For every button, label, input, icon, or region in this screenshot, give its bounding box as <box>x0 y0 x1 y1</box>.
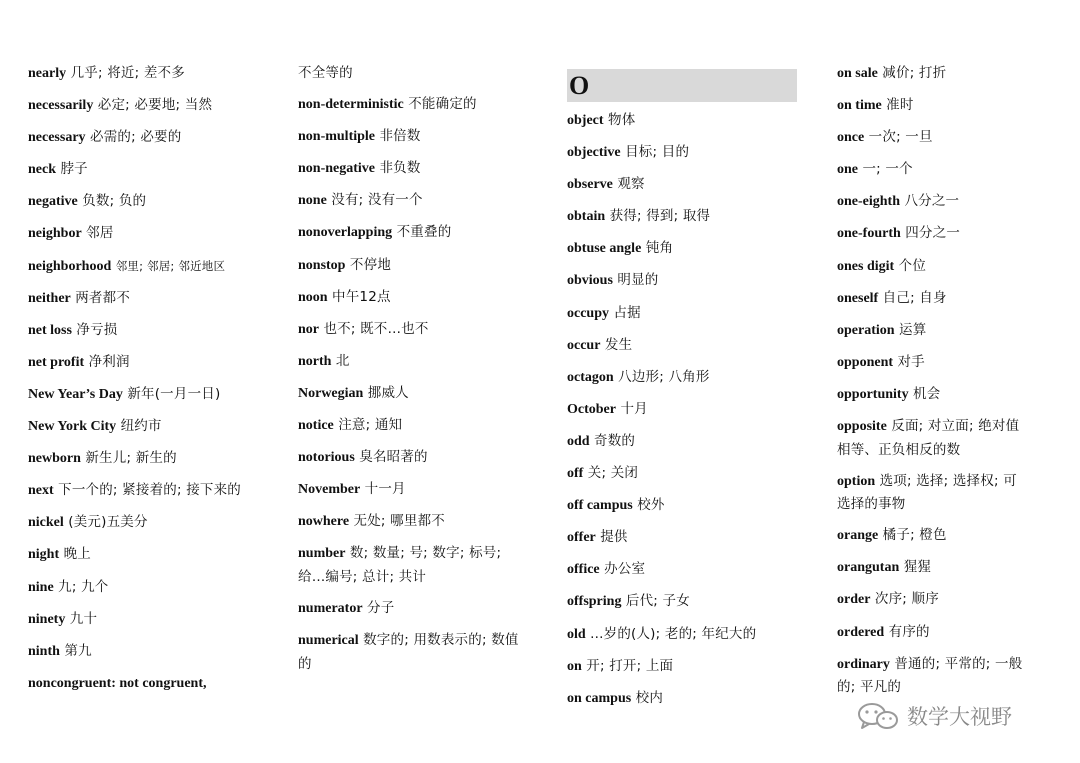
entry-word: occupy <box>567 305 609 321</box>
dictionary-entry <box>28 576 278 600</box>
dictionary-entry <box>837 621 1023 645</box>
dictionary-entry <box>28 640 278 664</box>
entry-word: octagon <box>567 369 614 385</box>
entry-word: neither <box>28 290 71 306</box>
entry-word: night <box>28 547 60 563</box>
dictionary-entry <box>837 383 1023 407</box>
entry-definition: 不重叠的 <box>396 224 452 241</box>
entry-word: net profit <box>28 354 85 370</box>
entry-definition: 九十 <box>69 610 98 627</box>
watermark <box>855 700 1055 732</box>
entry-definition: 负数; 负的 <box>82 193 147 210</box>
entry-word: necessary <box>28 130 86 146</box>
dictionary-entry <box>28 222 278 246</box>
entry-definition: 纽约市 <box>120 418 162 435</box>
entry-definition: 橘子; 橙色 <box>882 527 947 544</box>
entry-word: north <box>298 353 332 369</box>
entry-definition: 个位 <box>898 257 927 274</box>
entry-word: net loss <box>28 322 72 338</box>
entry-word: oneself <box>837 290 879 306</box>
entry-definition: 挪威人 <box>367 384 409 401</box>
entry-definition: 没有; 没有一个 <box>331 192 423 209</box>
letter-section-header: O <box>567 69 797 102</box>
dictionary-entry <box>28 190 278 214</box>
dictionary-entry <box>837 524 1023 548</box>
dictionary-entry <box>837 319 1023 343</box>
entry-definition: 获得; 得到; 取得 <box>609 208 711 225</box>
entry-word: negative <box>28 194 78 210</box>
entry-definition: 办公室 <box>604 561 646 578</box>
dictionary-entry <box>837 588 1023 612</box>
dictionary-entry <box>837 415 1023 461</box>
entry-word: nonstop <box>298 257 346 273</box>
entry-definition: 后代; 子女 <box>625 593 690 610</box>
dictionary-entry <box>28 511 278 535</box>
entry-word: numerator <box>298 601 363 616</box>
entry-definition: 非倍数 <box>379 128 421 145</box>
entry-definition: 非负数 <box>379 160 421 177</box>
entry-word: non-deterministic <box>298 97 404 113</box>
entry-word: none <box>298 193 327 209</box>
column-2 <box>298 62 520 684</box>
dictionary-entry <box>28 351 278 375</box>
entry-definition: 一; 一个 <box>862 161 913 178</box>
dictionary-entry <box>28 255 278 279</box>
dictionary-entry <box>298 446 520 470</box>
dictionary-entry <box>567 526 797 550</box>
entry-definition: 反面; 对立面; 绝对值相等、正负相反的数 <box>837 418 1020 458</box>
entry-word: notorious <box>298 450 355 466</box>
entry-word: operation <box>837 322 895 338</box>
dictionary-entry <box>28 415 278 439</box>
dictionary-entry <box>298 350 520 374</box>
dictionary-entry <box>837 351 1023 375</box>
dictionary-entry <box>298 414 520 438</box>
entry-definition: (美元)五美分 <box>68 514 148 531</box>
entry-definition: 不停地 <box>349 256 392 273</box>
entry-definition: 分子 <box>367 600 395 616</box>
entry-definition: 目标; 目的 <box>625 144 690 161</box>
entry-definition: 自己; 自身 <box>882 289 947 306</box>
entry-word: ones digit <box>837 258 895 274</box>
entry-definition: 净利润 <box>88 353 130 370</box>
entry-definition: 准时 <box>886 97 914 114</box>
entry-definition: 不全等的 <box>298 65 353 81</box>
entry-word: old <box>567 626 586 642</box>
entry-definition: 十一月 <box>364 481 406 498</box>
entry-word: newborn <box>28 451 81 467</box>
entry-word: order <box>837 592 871 608</box>
dictionary-entry <box>567 205 797 229</box>
entry-definition: 猩猩 <box>903 559 932 576</box>
entry-word: occur <box>567 337 601 353</box>
entry-definition: 物体 <box>608 112 636 128</box>
entry-definition: 关; 关闭 <box>587 465 639 482</box>
entry-definition: 邻里; 邻居; 邻近地区 <box>115 258 226 273</box>
entry-definition: 校外 <box>637 497 665 514</box>
entry-word: orange <box>837 528 879 544</box>
dictionary-entry <box>567 655 797 679</box>
entry-word: opportunity <box>837 386 909 402</box>
dictionary-entry <box>28 126 278 150</box>
entry-word: one-eighth <box>837 194 900 210</box>
dictionary-entry <box>567 398 797 422</box>
dictionary-entry <box>837 190 1023 214</box>
entry-word: neighborhood <box>28 258 112 274</box>
wechat-icon <box>855 701 901 731</box>
dictionary-entry <box>567 430 797 454</box>
entry-word: nonoverlapping <box>298 225 393 241</box>
entry-word: necessarily <box>28 98 94 114</box>
entry-definition: 几乎; 将近; 差不多 <box>70 65 185 81</box>
dictionary-entry <box>298 318 520 342</box>
entry-definition: 必需的; 必要的 <box>90 129 182 146</box>
entry-word: ninety <box>28 611 66 627</box>
entry-definition: 观察 <box>617 176 645 193</box>
entry-definition: 新年(一月一日) <box>127 385 221 402</box>
dictionary-entry <box>28 383 278 407</box>
column-3 <box>567 62 797 719</box>
entry-definition: 两者都不 <box>75 289 131 306</box>
entry-definition: 数; 数量; 号; 数字; 标号; 给…编号; 总计; 共计 <box>298 545 502 585</box>
entry-definition: 数字的; 用数表示的; 数值的 <box>298 632 519 672</box>
entry-definition: 奇数的 <box>594 432 636 449</box>
entry-definition: 有序的 <box>888 623 930 640</box>
entry-word: obvious <box>567 273 613 289</box>
entry-word: New York City <box>28 419 117 435</box>
entry-word: one-fourth <box>837 226 901 242</box>
entry-definition: 下一个的; 紧接着的; 接下来的 <box>58 482 242 499</box>
dictionary-entry <box>837 255 1023 279</box>
entry-word: non-negative <box>298 161 375 177</box>
entry-word: obtain <box>567 209 606 225</box>
entry-definition: 也不; 既不…也不 <box>323 320 429 337</box>
entry-word: one <box>837 162 858 178</box>
entry-word: orangutan <box>837 560 900 576</box>
entry-word: October <box>567 401 616 417</box>
entry-definition: 十月 <box>620 400 648 417</box>
entry-definition: 对手 <box>897 353 925 370</box>
dictionary-entry <box>567 109 797 133</box>
dictionary-entry <box>298 189 520 213</box>
dictionary-entry <box>567 623 797 647</box>
dictionary-entry <box>837 653 1023 699</box>
entry-definition: ...岁的(人); 老的; 年纪大的 <box>590 625 757 642</box>
entry-word: ordinary <box>837 656 890 672</box>
dictionary-entry <box>298 510 520 534</box>
entry-word: number <box>298 546 346 562</box>
entry-definition: 新生儿; 新生的 <box>85 450 177 467</box>
entry-definition: 开; 打开; 上面 <box>586 657 674 674</box>
entry-definition: 占据 <box>613 304 641 321</box>
dictionary-entry <box>298 62 520 85</box>
dictionary-entry <box>567 237 797 261</box>
entry-definition: 钝角 <box>645 240 674 257</box>
entry-word: on time <box>837 98 882 114</box>
entry-definition: 八边形; 八角形 <box>618 368 710 385</box>
dictionary-entry <box>28 62 278 86</box>
dictionary-entry <box>567 558 797 582</box>
entry-definition: 选项; 选择; 选择权; 可选择的事物 <box>837 472 1017 513</box>
entry-word: on sale <box>837 66 878 81</box>
entry-word: office <box>567 562 600 578</box>
entry-word: nearly <box>28 66 67 81</box>
entry-definition: 发生 <box>604 336 633 353</box>
entry-definition: 中午12点 <box>332 288 391 305</box>
dictionary-entry <box>28 94 278 118</box>
entry-definition: 明显的 <box>617 272 659 289</box>
dictionary-entry <box>567 366 797 390</box>
dictionary-entry <box>837 62 1023 86</box>
entry-word: objective <box>567 145 621 161</box>
watermark-text: 数学大视野 <box>907 705 1012 729</box>
dictionary-entry <box>567 590 797 614</box>
entry-definition: 臭名昭著的 <box>359 449 428 466</box>
column-4 <box>837 62 1023 707</box>
entry-word: opponent <box>837 354 894 370</box>
entry-word: obtuse angle <box>567 241 642 257</box>
dictionary-entry <box>298 221 520 245</box>
entry-definition: 北 <box>335 352 350 369</box>
entry-definition: 一次; 一旦 <box>868 129 933 146</box>
entry-word: on <box>567 658 582 674</box>
entry-word: New Year’s Day <box>28 386 123 402</box>
entry-word: offspring <box>567 594 622 610</box>
entry-word: observe <box>567 177 613 193</box>
entry-definition: 普通的; 平常的; 一般的; 平凡的 <box>837 655 1023 696</box>
dictionary-entry <box>567 334 797 358</box>
entry-definition: 校内 <box>635 689 664 706</box>
dictionary-entry <box>28 319 278 343</box>
entry-definition: 四分之一 <box>905 225 961 242</box>
entry-word: once <box>837 130 865 146</box>
entry-definition: 九; 九个 <box>58 578 109 595</box>
dictionary-entry <box>298 382 520 406</box>
entry-word: ordered <box>837 624 885 640</box>
entry-word: notice <box>298 418 334 434</box>
dictionary-entry <box>567 302 797 326</box>
dictionary-entry <box>837 556 1023 580</box>
dictionary-entry <box>837 158 1023 182</box>
dictionary-entry <box>837 94 1023 118</box>
entry-word: neck <box>28 162 56 178</box>
entry-word: nickel <box>28 515 64 531</box>
entry-word: neighbor <box>28 226 82 242</box>
entry-definition: 次序; 顺序 <box>874 591 939 608</box>
entry-definition: 晚上 <box>63 546 91 563</box>
entry-definition: 运算 <box>899 321 927 338</box>
dictionary-entry <box>298 597 520 621</box>
dictionary-entry <box>28 543 278 567</box>
dictionary-entry <box>28 608 278 632</box>
dictionary-entry <box>298 157 520 181</box>
entry-definition: 脖子 <box>60 161 88 178</box>
entry-word: opposite <box>837 419 887 435</box>
entry-word: on campus <box>567 690 632 706</box>
dictionary-entry <box>28 158 278 182</box>
dictionary-entry <box>837 470 1023 516</box>
dictionary-entry <box>298 542 520 588</box>
dictionary-entry <box>298 286 520 310</box>
entry-definition: 不能确定的 <box>408 96 477 113</box>
dictionary-entry <box>298 629 520 675</box>
column-1 <box>28 62 278 704</box>
dictionary-entry <box>837 287 1023 311</box>
entry-word: noncongruent: not congruent, <box>28 675 207 691</box>
entry-word: numerical <box>298 633 359 649</box>
entry-word: option <box>837 473 876 489</box>
entry-definition: 必定; 必要地; 当然 <box>97 97 213 114</box>
entry-definition: 无处; 哪里都不 <box>353 513 445 530</box>
dictionary-entry <box>567 141 797 165</box>
dictionary-entry <box>837 222 1023 246</box>
dictionary-entry <box>837 126 1023 150</box>
entry-word: odd <box>567 433 590 449</box>
dictionary-entry <box>567 173 797 197</box>
entry-definition: 提供 <box>600 529 628 546</box>
entry-word: ninth <box>28 643 60 659</box>
entry-word: non-multiple <box>298 129 376 145</box>
entry-definition: 减价; 打折 <box>882 65 947 81</box>
dictionary-entry <box>28 479 278 503</box>
entry-word: November <box>298 482 361 498</box>
dictionary-entry <box>567 269 797 293</box>
entry-word: next <box>28 483 54 499</box>
dictionary-entry <box>298 93 520 117</box>
dictionary-entry <box>298 478 520 502</box>
entry-definition: 八分之一 <box>904 193 960 210</box>
entry-word: nor <box>298 321 319 337</box>
dictionary-entry <box>567 494 797 518</box>
entry-word: nine <box>28 579 54 595</box>
dictionary-entry <box>298 254 520 278</box>
entry-definition: 注意; 通知 <box>338 417 403 434</box>
dictionary-entry <box>28 672 278 696</box>
entry-word: nowhere <box>298 514 350 530</box>
entry-word: noon <box>298 289 328 305</box>
entry-definition: 邻居 <box>86 225 114 242</box>
entry-word: off <box>567 466 584 482</box>
dictionary-entry <box>28 447 278 471</box>
entry-word: Norwegian <box>298 385 364 401</box>
entry-word: offer <box>567 530 596 546</box>
dictionary-entry <box>298 125 520 149</box>
dictionary-entry <box>28 287 278 311</box>
entry-definition: 第九 <box>64 642 92 659</box>
dictionary-entry <box>567 687 797 711</box>
entry-definition: 机会 <box>913 385 941 402</box>
dictionary-entry <box>567 462 797 486</box>
entry-definition: 净亏损 <box>76 321 118 338</box>
entry-word: object <box>567 113 604 128</box>
entry-word: off campus <box>567 498 633 514</box>
